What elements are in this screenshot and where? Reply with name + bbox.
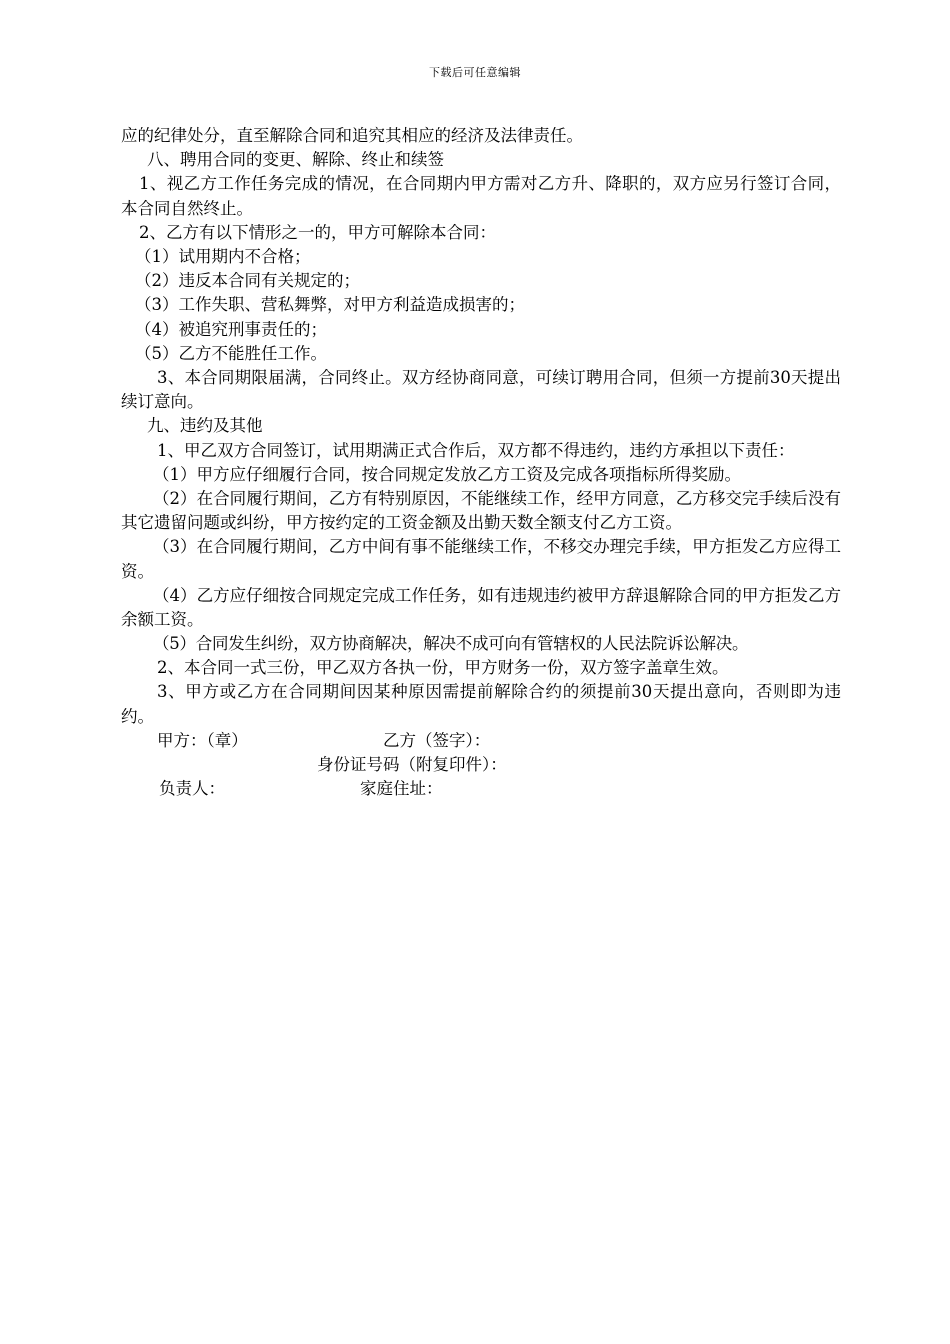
paragraph-9-1: 1、甲乙双方合同签订，试用期满正式合作后，双方都不得违约，违约方承担以下责任：: [157, 440, 795, 460]
paragraph-8-1: 1、视乙方工作任务完成的情况，在合同期内甲方需对乙方升、降职的，双方应另行签订合同，本合同自然终止。: [121, 174, 841, 218]
list-item-9-1-3: （3）在合同履行期间，乙方中间有事不能继续工作，不移交办理完手续，甲方拒发乙方应得工资。: [121, 537, 841, 581]
paragraph-9-3: 3、甲方或乙方在合同期间因某种原因需提前解除合约的须提前30天提出意向，否则即为违约。: [121, 682, 841, 726]
list-item-9-1-2: （2）在合同履行期间，乙方有特别原因，不能继续工作，经甲方同意，乙方移交完手续后没有其它遗留问题或纠纷，甲方按约定的工资金额及出勤天数全额支付乙方工资。: [121, 488, 841, 533]
contract-body: [121, 124, 841, 801]
list-item-8-2-5: （5）乙方不能胜任工作。: [135, 343, 327, 363]
home-address-label: 家庭住址：: [360, 779, 443, 799]
list-item-8-2-1: （1）试用期内不合格；: [135, 246, 311, 266]
id-number-label: 身份证号码（附复印件）：: [317, 755, 507, 775]
list-item-8-2-2: （2）违反本合同有关规定的；: [135, 271, 360, 291]
party-a-seal-label: 甲方：（章）: [157, 730, 248, 750]
list-item-8-2-4: （4）被追究刑事责任的；: [135, 319, 327, 339]
page-header: 下载后可任意编辑: [429, 66, 521, 79]
section-heading-9: 九、违约及其他: [147, 416, 263, 436]
signature-row-2: [121, 753, 841, 777]
paragraph-9-2: 2、本合同一式三份，甲乙双方各执一份，甲方财务一份，双方签字盖章生效。: [157, 658, 729, 678]
paragraph-8-3: 3、本合同期限届满，合同终止。双方经协商同意，可续订聘用合同，但须一方提前30天提出续订意向。: [121, 367, 841, 412]
responsible-person-label: 负责人：: [159, 779, 225, 799]
signature-row-3: [121, 777, 841, 801]
paragraph-discipline: 应的纪律处分，直至解除合同和追究其相应的经济及法律责任。: [121, 126, 583, 145]
list-item-9-1-1: （1）甲方应仔细履行合同，按合同规定发放乙方工资及完成各项指标所得奖励。: [153, 464, 741, 484]
signature-row-1: [121, 729, 841, 753]
list-item-8-2-3: （3）工作失职、营私舞弊，对甲方利益造成损害的；: [135, 295, 525, 315]
list-item-9-1-4: （4）乙方应仔细按合同规定完成工作任务，如有违规违约被甲方辞退解除合同的甲方拒发乙方余额工资。: [121, 585, 841, 629]
paragraph-8-2: 2、乙方有以下情形之一的，甲方可解除本合同：: [139, 222, 496, 242]
section-heading-8: 八、聘用合同的变更、解除、终止和续签: [147, 150, 444, 170]
list-item-9-1-5: （5）合同发生纠纷，双方协商解决，解决不成可向有管辖权的人民法院诉讼解决。: [153, 634, 749, 654]
party-b-signature-label: 乙方（签字）：: [383, 730, 491, 750]
